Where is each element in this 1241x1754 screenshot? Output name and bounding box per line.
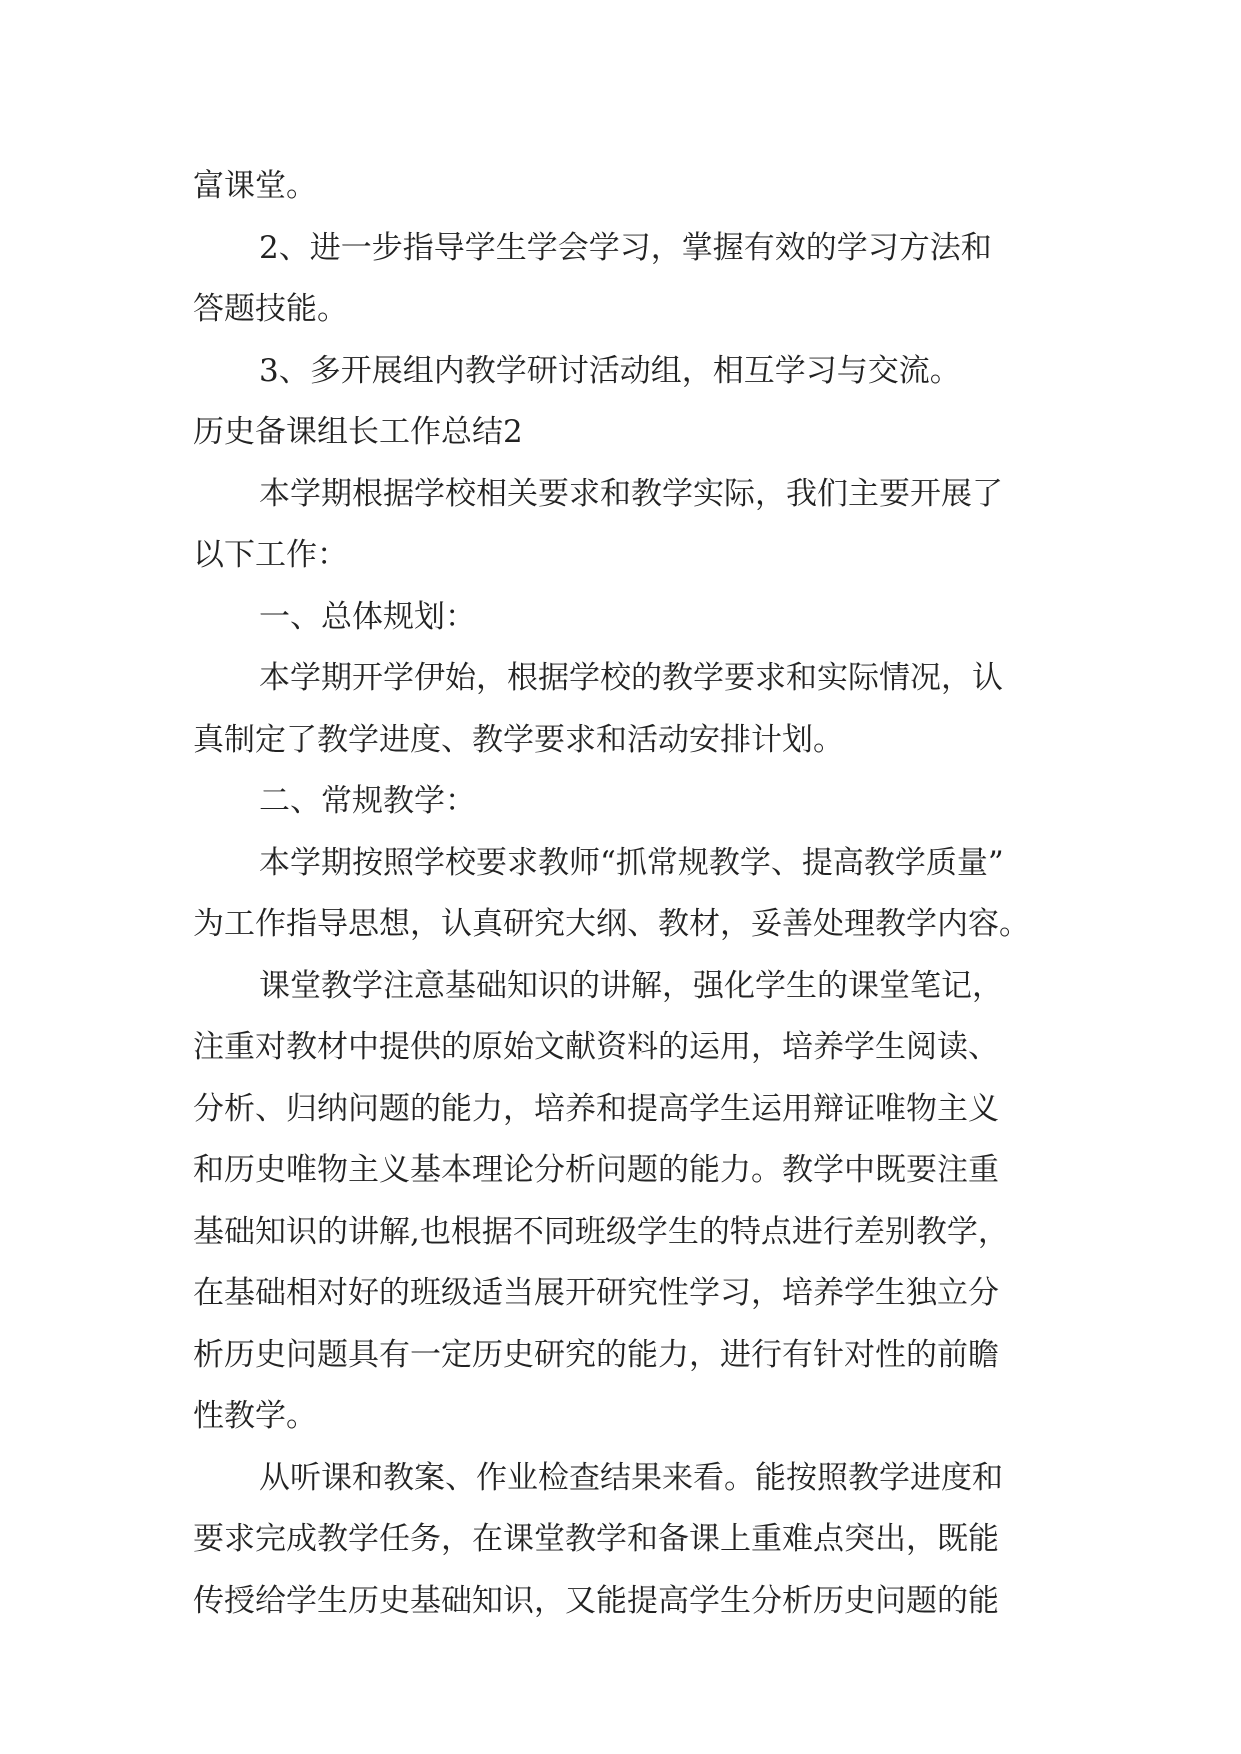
text-line: 基础知识的讲解,也根据不同班级学生的特点进行差别教学， <box>193 1213 1009 1250</box>
text-line: 和历史唯物主义基本理论分析问题的能力。教学中既要注重 <box>193 1152 999 1188</box>
text-line: 3、多开展组内教学研讨活动组，相互学习与交流。 <box>259 352 961 389</box>
text-line: 传授给学生历史基础知识，又能提高学生分析历史问题的能 <box>193 1582 999 1619</box>
text-line: 析历史问题具有一定历史研究的能力，进行有针对性的前瞻 <box>193 1336 999 1373</box>
text-line: 答题技能。 <box>193 291 348 327</box>
text-line: 课堂教学注意基础知识的讲解，强化学生的课堂笔记， <box>259 967 1003 1004</box>
text-line: 以下工作： <box>193 537 348 573</box>
text-line: 在基础相对好的班级适当展开研究性学习，培养学生独立分 <box>193 1275 999 1311</box>
text-line: 2、进一步指导学生学会学习，掌握有效的学习方法和 <box>259 229 992 266</box>
document-body <box>193 156 1051 1632</box>
section-heading: 二、常规教学： <box>259 783 476 819</box>
text-line: 要求完成教学任务，在课堂教学和备课上重难点突出，既能 <box>193 1521 999 1557</box>
text-line: 为工作指导思想，认真研究大纲、教材，妥善处理教学内容。 <box>193 906 1030 942</box>
text-line: 真制定了教学进度、教学要求和活动安排计划。 <box>193 721 844 758</box>
text-line: 本学期开学伊始，根据学校的教学要求和实际情况，认 <box>259 660 1003 696</box>
text-line: 本学期按照学校要求教师“抓常规教学、提高教学质量” <box>259 844 1004 881</box>
text-line: 性教学。 <box>193 1398 317 1434</box>
text-line: 本学期根据学校相关要求和教学实际，我们主要开展了 <box>259 475 1003 512</box>
section-heading: 一、总体规划： <box>259 598 476 635</box>
text-line: 富课堂。 <box>193 168 317 204</box>
text-line: 从听课和教案、作业检查结果来看。能按照教学进度和 <box>259 1459 1003 1496</box>
text-line: 分析、归纳问题的能力，培养和提高学生运用辩证唯物主义 <box>193 1090 999 1127</box>
section-title: 历史备课组长工作总结2 <box>193 414 523 450</box>
text-line: 注重对教材中提供的原始文献资料的运用，培养学生阅读、 <box>193 1029 999 1065</box>
